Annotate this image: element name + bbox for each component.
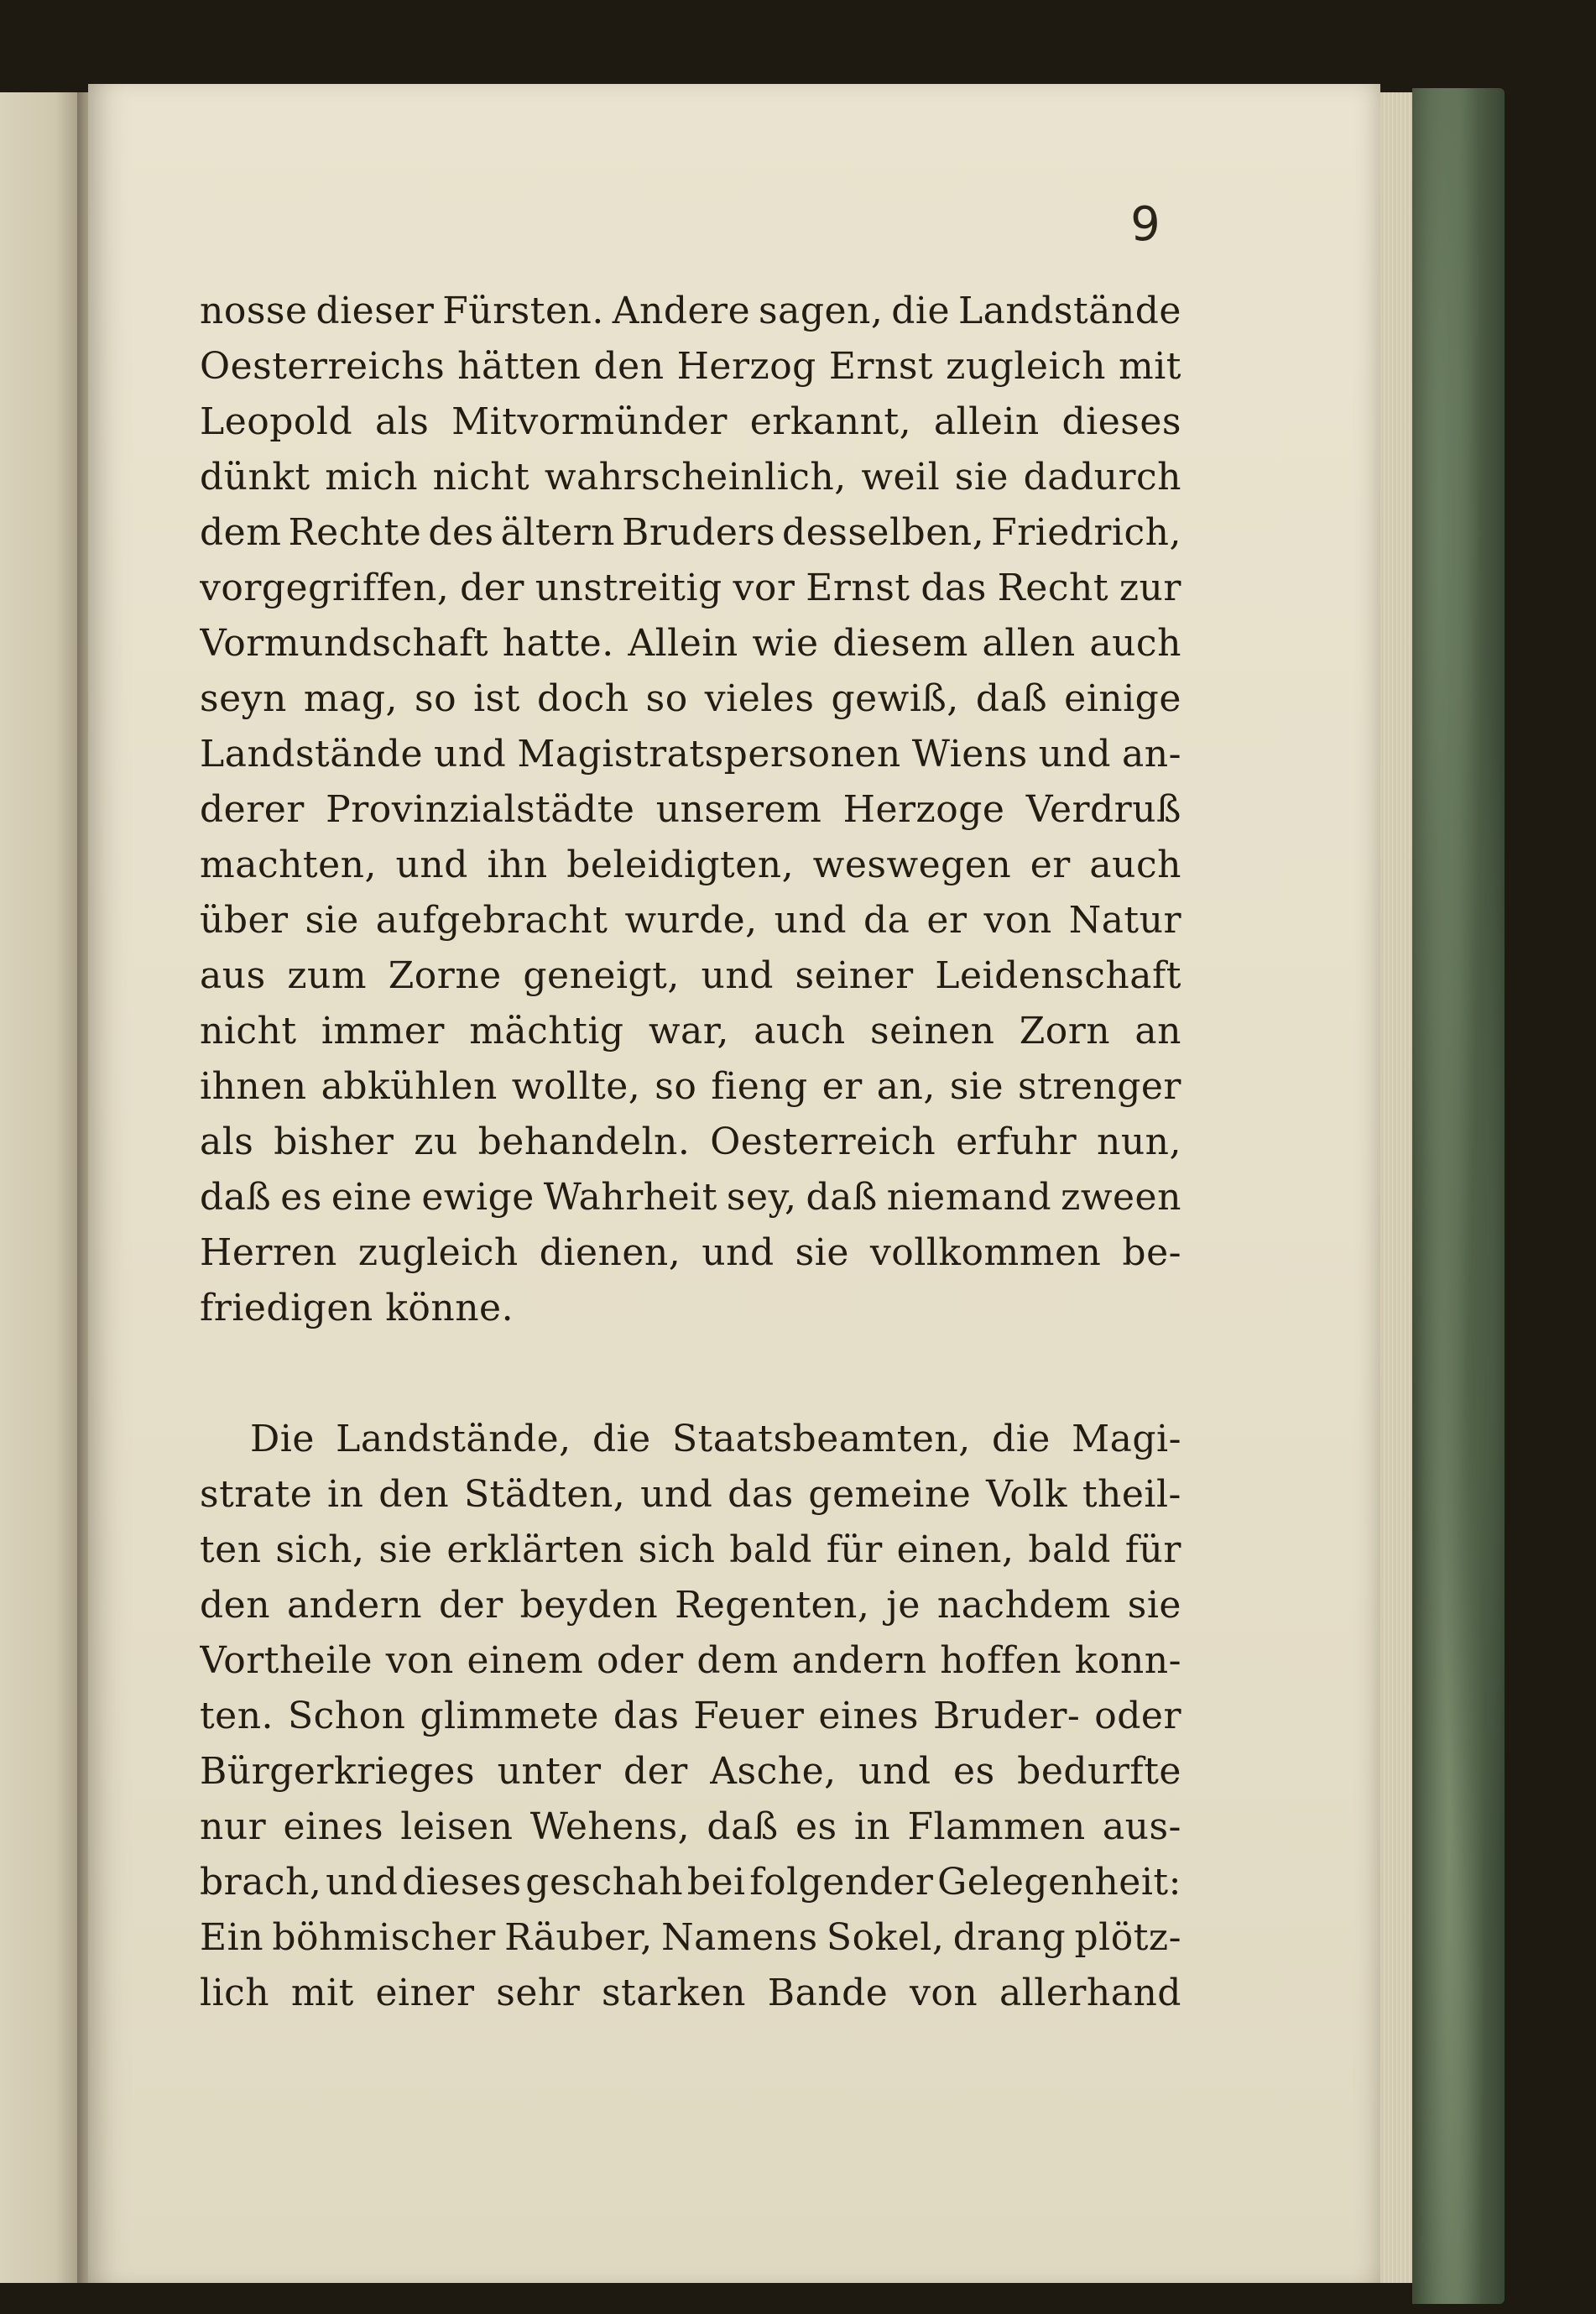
word: sie: [1127, 1584, 1181, 1627]
word: folgender: [749, 1861, 934, 1904]
word: sie: [954, 456, 1009, 499]
word: hatte.: [502, 622, 614, 665]
word: an: [1134, 1010, 1181, 1053]
word: je: [886, 1584, 921, 1627]
word: geschah: [525, 1861, 684, 1904]
word: bei: [686, 1861, 746, 1904]
word: zugleich: [946, 345, 1106, 388]
text-line: [200, 1523, 1181, 1578]
word: als: [374, 400, 430, 443]
word: Friedrich,: [991, 511, 1181, 554]
word: Gelegenheit:: [937, 1861, 1181, 1904]
text-line: [200, 1799, 1181, 1855]
word: wahrscheinlich,: [544, 456, 847, 499]
text-line: [200, 1281, 1181, 1336]
word: er: [1030, 844, 1071, 886]
word: mit: [290, 1972, 354, 2014]
word: eines: [283, 1805, 384, 1848]
word: über: [200, 899, 289, 942]
word: sich: [638, 1528, 716, 1571]
text-line: [200, 893, 1181, 948]
word: daß: [806, 1176, 878, 1219]
word: brach,: [200, 1861, 322, 1904]
word: bisher: [274, 1120, 394, 1163]
text-line: [200, 394, 1181, 450]
word: lich: [200, 1972, 270, 2014]
word: dieser: [316, 290, 435, 332]
word: Herren: [200, 1231, 337, 1274]
word: Verdruß: [1025, 788, 1181, 831]
word: zur: [1119, 567, 1181, 609]
word: sie: [949, 1065, 1004, 1108]
word: wurde,: [624, 899, 758, 942]
word: nicht: [200, 1010, 297, 1053]
left-page-edge: [0, 92, 80, 2283]
word: machten,: [200, 844, 377, 886]
word: Bruders: [622, 511, 776, 554]
body-text: [200, 284, 1181, 2013]
word: leisen: [400, 1805, 514, 1848]
word: und: [395, 844, 468, 886]
word: Asche,: [710, 1750, 837, 1793]
word: so: [645, 677, 688, 720]
word: er: [926, 899, 968, 942]
word: be-: [1122, 1231, 1181, 1274]
word: konn-: [1074, 1639, 1181, 1682]
word: den: [593, 345, 665, 388]
word: zween: [1061, 1176, 1181, 1219]
word: sie: [305, 899, 359, 942]
word: Wahrheit: [543, 1176, 717, 1219]
word: gewiß,: [831, 677, 959, 720]
word: vor: [733, 567, 795, 609]
text-line: [200, 1578, 1181, 1633]
word: ihn: [487, 844, 548, 886]
word: vorgegriffen,: [200, 567, 450, 609]
word: mag,: [303, 677, 398, 720]
word: und: [326, 1861, 399, 1904]
word: Provinzialstädte: [326, 788, 635, 831]
word: der: [623, 1750, 688, 1793]
word: in: [853, 1805, 891, 1848]
word: der: [438, 1584, 503, 1627]
word: mit: [1119, 345, 1181, 388]
word: unstreitig: [535, 567, 722, 609]
word: vollkommen: [869, 1231, 1102, 1274]
word: Mitvormünder: [451, 400, 728, 443]
word: zum: [287, 954, 368, 997]
word: Sokel,: [826, 1916, 945, 1959]
word: bald: [1028, 1528, 1111, 1571]
word: fieng: [711, 1065, 808, 1108]
word: Bruder-: [932, 1695, 1081, 1737]
word: theil-: [1082, 1473, 1181, 1516]
word: oder: [596, 1639, 684, 1682]
text-line: [200, 1170, 1181, 1225]
word: ist: [473, 677, 520, 720]
word: dem: [696, 1639, 779, 1682]
word: allen: [982, 622, 1076, 665]
word: andern: [286, 1584, 423, 1627]
word: wie: [752, 622, 819, 665]
word: und: [640, 1473, 713, 1516]
word: Feuer: [693, 1695, 805, 1737]
word: Die: [250, 1418, 315, 1460]
word: nun,: [1097, 1120, 1181, 1163]
word: Leidenschaft: [935, 954, 1181, 997]
word: Landstände,: [336, 1418, 571, 1460]
word: es: [953, 1750, 995, 1793]
word: des: [428, 511, 494, 554]
word: immer: [321, 1010, 445, 1053]
word: auch: [754, 1010, 846, 1053]
word: unter: [497, 1750, 602, 1793]
word: erfuhr: [956, 1120, 1077, 1163]
text-line: [200, 505, 1181, 561]
word: von: [385, 1639, 454, 1682]
word: doch: [536, 677, 629, 720]
word: ten: [200, 1528, 262, 1571]
word: starken: [601, 1972, 747, 2014]
word: eines: [818, 1695, 919, 1737]
text-line: [200, 1910, 1181, 1966]
text-line: [200, 671, 1181, 727]
word: einige: [1064, 677, 1181, 720]
word: strenger: [1018, 1065, 1181, 1108]
word: Allein: [628, 622, 738, 665]
word: mich: [325, 456, 419, 499]
text-line: [200, 1412, 1181, 1467]
word: dünkt: [200, 456, 310, 499]
word: Wehens,: [529, 1805, 691, 1848]
word: dieses: [402, 1861, 522, 1904]
word: Rechte: [288, 511, 422, 554]
word: Vortheile: [200, 1639, 373, 1682]
word: Volk: [986, 1473, 1068, 1516]
word: es: [795, 1805, 837, 1848]
text-line: [200, 450, 1181, 505]
word: bedurfte: [1017, 1750, 1181, 1793]
word: mächtig: [469, 1010, 624, 1053]
text-line: [200, 1689, 1181, 1744]
word: Natur: [1068, 899, 1181, 942]
text-line: [200, 561, 1181, 616]
word: Herzoge: [842, 788, 1005, 831]
word: die: [992, 1418, 1051, 1460]
word: der: [460, 567, 524, 609]
word: daß: [707, 1805, 779, 1848]
word: die: [891, 290, 951, 332]
word: allerhand: [999, 1972, 1181, 2014]
text-line: [200, 339, 1181, 394]
word: Landstände: [200, 733, 423, 776]
word: zugleich: [357, 1231, 519, 1274]
word: sehr: [496, 1972, 581, 2014]
word: nur: [200, 1805, 267, 1848]
word: auch: [1089, 622, 1181, 665]
word: beyden: [519, 1584, 659, 1627]
paragraph-2: [200, 1412, 1181, 2021]
paragraph-1: [200, 284, 1181, 1336]
word: als: [200, 1120, 254, 1163]
word: da: [863, 899, 910, 942]
word: Bürgerkrieges: [200, 1750, 476, 1793]
word: Recht: [997, 567, 1109, 609]
word: eine: [331, 1176, 413, 1219]
word: weil: [861, 456, 941, 499]
word: nachdem: [936, 1584, 1111, 1627]
word: derer: [200, 788, 305, 831]
text-line: [200, 948, 1181, 1004]
word: dadurch: [1023, 456, 1181, 499]
word: sie: [795, 1231, 849, 1274]
word: Fürsten.: [442, 290, 604, 332]
text-line: [200, 782, 1181, 838]
word: und: [774, 899, 848, 942]
word: vieles: [704, 677, 815, 720]
marbled-cover-edge: [1412, 88, 1505, 2304]
text-line: [200, 1855, 1181, 1910]
word: dem: [200, 511, 282, 554]
word: einen,: [896, 1528, 1014, 1571]
word: so: [655, 1065, 697, 1108]
word: unserem: [655, 788, 822, 831]
word: behandeln.: [477, 1120, 691, 1163]
word: die: [592, 1418, 651, 1460]
word: seinen: [870, 1010, 995, 1053]
word: Bande: [767, 1972, 889, 2014]
word: Namens: [661, 1916, 818, 1959]
word: sagen,: [759, 290, 884, 332]
word: desselben,: [782, 511, 985, 554]
word: erklärten: [446, 1528, 624, 1571]
word: Oesterreichs: [200, 345, 446, 388]
word: von: [910, 1972, 978, 2014]
word: Staatsbeamten,: [672, 1418, 971, 1460]
word: böhmischer: [272, 1916, 496, 1959]
word: erkannt,: [749, 400, 912, 443]
word: Wiens: [911, 733, 1028, 776]
text-line: [200, 1966, 1181, 2021]
word: und: [858, 1750, 931, 1793]
text-line: [200, 1115, 1181, 1170]
word: hätten: [457, 345, 582, 388]
word: das: [921, 567, 987, 609]
word: gemeine: [808, 1473, 972, 1516]
word: könne.: [385, 1287, 514, 1329]
word: andern: [791, 1639, 927, 1682]
word: dieses: [1061, 400, 1181, 443]
word: sey,: [726, 1176, 797, 1219]
word: Magistratspersonen: [517, 733, 901, 776]
word: einem: [467, 1639, 584, 1682]
word: oder: [1094, 1695, 1181, 1737]
paragraph-gap: [200, 1336, 1181, 1412]
text-line: [200, 616, 1181, 671]
word: weswegen: [812, 844, 1012, 886]
word: Leopold: [200, 400, 353, 443]
word: Herzog: [676, 345, 816, 388]
text-line: [200, 838, 1181, 893]
word: niemand: [886, 1176, 1052, 1219]
word: sie: [378, 1528, 433, 1571]
word: Flammen: [907, 1805, 1086, 1848]
page-number: 9: [1130, 197, 1160, 252]
word: drang: [952, 1916, 1067, 1959]
text-line: [200, 1059, 1181, 1115]
text-line: [200, 1633, 1181, 1689]
word: von: [983, 899, 1052, 942]
text-line: [200, 284, 1181, 339]
word: für: [1124, 1528, 1181, 1571]
word: Vormundschaft: [200, 622, 489, 665]
word: diesem: [832, 622, 968, 665]
word: das: [728, 1473, 794, 1516]
word: Regenten,: [675, 1584, 870, 1627]
word: ältern: [500, 511, 616, 554]
word: strate: [200, 1473, 313, 1516]
word: nicht: [432, 456, 530, 499]
word: glimmete: [420, 1695, 599, 1737]
word: und: [701, 954, 774, 997]
word: Magi-: [1072, 1418, 1181, 1460]
word: hoffen: [940, 1639, 1062, 1682]
text-line: [200, 1225, 1181, 1281]
word: so: [415, 677, 457, 720]
word: dienen,: [539, 1231, 681, 1274]
word: daß: [975, 677, 1048, 720]
word: den: [378, 1473, 450, 1516]
text-line: [200, 727, 1181, 782]
word: Zorne: [388, 954, 502, 997]
word: Ernst: [828, 345, 934, 388]
word: an,: [876, 1065, 936, 1108]
word: beleidigten,: [566, 844, 795, 886]
word: daß: [200, 1176, 272, 1219]
word: nosse: [200, 290, 308, 332]
text-line: [200, 1744, 1181, 1799]
word: zu: [414, 1120, 458, 1163]
word: seiner: [795, 954, 914, 997]
word: war,: [648, 1010, 729, 1053]
word: Schon: [288, 1695, 406, 1737]
word: ten.: [200, 1695, 274, 1737]
word: seyn: [200, 677, 287, 720]
word: in: [327, 1473, 364, 1516]
word: Ernst: [806, 567, 910, 609]
word: den: [200, 1584, 271, 1627]
word: aufgebracht: [375, 899, 608, 942]
word: friedigen: [200, 1287, 386, 1329]
word: und: [434, 733, 507, 776]
word: ihnen: [200, 1065, 307, 1108]
word: Andere: [612, 290, 751, 332]
word: abkühlen: [321, 1065, 498, 1108]
word: Städten,: [464, 1473, 626, 1516]
word: aus: [200, 954, 266, 997]
word: ewige: [421, 1176, 535, 1219]
word: das: [613, 1695, 680, 1737]
word: geneigt,: [523, 954, 680, 997]
word: Ein: [200, 1916, 264, 1959]
text-line: [200, 1467, 1181, 1523]
word: es: [280, 1176, 322, 1219]
word: und: [1038, 733, 1112, 776]
word: Oesterreich: [710, 1120, 936, 1163]
word: er: [821, 1065, 863, 1108]
word: wollte,: [511, 1065, 641, 1108]
word: für: [826, 1528, 883, 1571]
word: Räuber,: [504, 1916, 653, 1959]
word: allein: [933, 400, 1040, 443]
word: auch: [1089, 844, 1181, 886]
word: einer: [375, 1972, 475, 2014]
word: sich,: [275, 1528, 365, 1571]
word: plötz-: [1074, 1916, 1181, 1959]
word: Landstände: [957, 290, 1181, 332]
text-line: [200, 1004, 1181, 1059]
page-block-edge: [1380, 92, 1414, 2283]
word: Zorn: [1019, 1010, 1111, 1053]
word: und: [702, 1231, 775, 1274]
word: an-: [1122, 733, 1181, 776]
word: aus-: [1102, 1805, 1181, 1848]
word: bald: [729, 1528, 812, 1571]
